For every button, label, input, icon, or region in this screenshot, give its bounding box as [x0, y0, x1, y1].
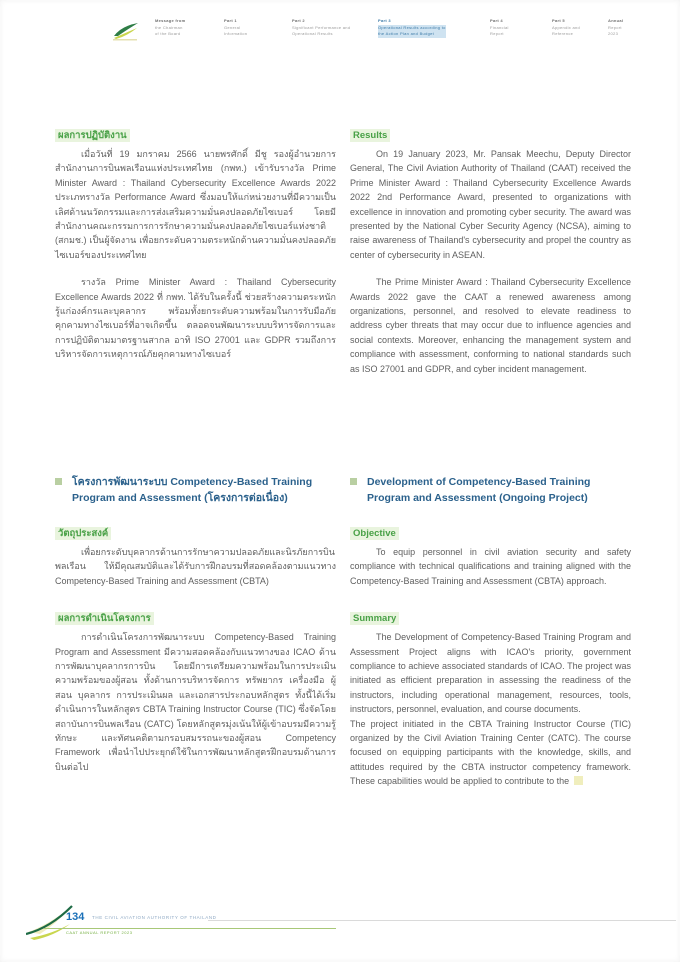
- header-section-part5: [552, 18, 580, 38]
- objective-heading-th: วัตถุประสงค์: [55, 527, 111, 540]
- header-line: Appendix and: [552, 24, 581, 30]
- running-header: [0, 16, 680, 60]
- project-heading-en-text: Development of Competency-Based Training Program and Assessment (Ongoing Project): [367, 476, 591, 504]
- caat-logo-icon: [113, 22, 139, 42]
- header-section-part3-active: [378, 18, 446, 38]
- header-section-part2: [292, 18, 350, 38]
- header-line: Reference: [552, 31, 574, 36]
- footer-green-line: [44, 928, 336, 929]
- summary-paragraph-en-2: [350, 717, 631, 789]
- header-section-message: [155, 18, 186, 38]
- objective-heading-en: Objective: [350, 527, 399, 540]
- header-line: Operational Results: [292, 31, 333, 36]
- results-paragraph-en-2: The Prime Minister Award : Thailand Cybersecurity Excellence Awards 2022 gave the CAAT a renewed awareness among organizations, personnel, and resolved to elevate readiness to address cyber threats that may occur due to influence agencies and social contexts. Moreover, enhancing the management system and compliance with assessment, conforming to national standards such as ISO 27001 and GDPR, and cyber incident management.: [350, 277, 631, 374]
- square-bullet-icon: [350, 478, 357, 485]
- project-heading-en: [350, 474, 617, 506]
- footer-swoosh-icon: [26, 898, 104, 946]
- project-heading-th: [55, 474, 322, 506]
- square-bullet-icon: [55, 478, 62, 485]
- header-line: Information: [224, 31, 248, 36]
- outcome-heading-th: ผลการดำเนินโครงการ: [55, 612, 154, 625]
- header-line: Part 5: [552, 18, 565, 23]
- summary-paragraph-en-2-text: The project initiated in the CBTA Training Instructor Course (TIC) organized by the Civil Aviation Training Center (CATC). The course focused on equipping participants with the knowledge, skills, and attitudes required by the CBTA instructor competency framework. These capabilities would be applied to contribute to the: [350, 718, 631, 787]
- project-heading-th-text: โครงการพัฒนาระบบ Competency-Based Training Program and Assessment (โครงการต่อเนื่อง): [72, 476, 313, 504]
- summary-heading-en: Summary: [350, 612, 399, 625]
- footer-divider-line: [208, 920, 676, 921]
- header-section-part1: [224, 18, 247, 38]
- summary-paragraph-en-1: The Development of Competency-Based Training Program and Assessment Project aligns with ICAO's priority, government compliance to achieve associated standards of ICAO. The project was initiated as efficient preparation in assessing the readiness of the instructors, including operational management, resources, tools, instructors, personnel, evaluation, and course documents.: [350, 632, 631, 715]
- header-line: Report: [490, 31, 504, 36]
- objective-paragraph-en: To equip personnel in civil aviation security and safety compliance with technical qualifications and training aligned with the Competency-Based Training and Assessment (CBTA) approach.: [350, 547, 631, 586]
- header-line: Financial: [490, 24, 509, 30]
- header-section-part4: [490, 18, 509, 38]
- header-line: Annual: [608, 18, 624, 23]
- header-line: the Action Plan and Budget: [378, 31, 446, 38]
- footer-subcaption: CAAT ANNUAL REPORT 2023: [66, 930, 133, 935]
- header-line: General: [224, 24, 241, 30]
- header-line: Operational Results according to: [378, 24, 446, 30]
- header-line: Part 3: [378, 18, 391, 23]
- section-continued-marker-icon: [574, 776, 583, 785]
- header-line: Part 4: [490, 18, 503, 23]
- left-project-section: [55, 468, 336, 774]
- objective-paragraph-th: เพื่อยกระดับบุคลากรด้านการรักษาความปลอดภัยและนิรภัยการบินพลเรือน ให้มีคุณสมบัติและได้รับการฝึกอบรมที่สอดคล้องตามแนวทาง Competency-Based Training and Assessment (CBTA): [55, 547, 336, 586]
- right-results-section: [350, 128, 631, 376]
- right-project-section: [350, 468, 631, 789]
- results-paragraph-th-2: รางวัล Prime Minister Award : Thailand Cybersecurity Excellence Awards 2022 ที่ กพท. ได้รับในครั้งนี้ ช่วยสร้างความตระหนักรู้แก่องค์กรและบุคลากร พร้อมทั้งยกระดับความพร้อมในการรับมือภัยคุกคามทางไซเบอร์ที่อาจเกิดขึ้น ตลอดจนพัฒนาระบบบริหารจัดการและการปฏิบัติตามมาตรฐานสากล อาทิ ISO 27001 และ GDPR รวมถึงการบริหารจัดการเหตุการณ์ภัยคุกคามทางไซเบอร์: [55, 277, 336, 360]
- outcome-paragraph-th: การดำเนินโครงการพัฒนาระบบ Competency-Based Training Program and Assessment มีความสอดคล้องกับแนวทางของ ICAO ด้านการพัฒนาบุคลากรการบิน โดยมีการเตรียมความพร้อมในการประเมินความพร้อมของผู้สอน ทั้งด้านการบริหารจัดการ ทรัพยากร เครื่องมือ ผู้สอน บุคลากร การประเมินผล และเอกสารประกอบหลักสูตร ทั้งนี้ได้เริ่มดำเนินการในหลักสูตร CBTA Training Instructor Course (TIC) ซึ่งจัดโดยสถาบันการบินพลเรือน (CATC) โดยหลักสูตรมุ่งเน้นให้ผู้เข้าอบรมมีความรู้ ทักษะ และทัศนคติตามกรอบสมรรถนะของผู้สอน Competency Framework เพื่อนำไปประยุกต์ใช้ในการพัฒนาหลักสูตรฝึกอบรมด้านการบินต่อไป: [55, 632, 336, 772]
- page-number: 134: [66, 911, 85, 923]
- results-heading-en: Results: [350, 129, 390, 142]
- header-line: Part 1: [224, 18, 237, 23]
- left-results-section: [55, 128, 336, 362]
- header-line: of the Board: [155, 31, 181, 36]
- header-line: the Chairman: [155, 24, 183, 30]
- header-line: 2023: [608, 31, 619, 36]
- header-line: Part 2: [292, 18, 305, 23]
- header-line: Significant Performance and: [292, 24, 351, 30]
- header-section-annual: [608, 18, 623, 38]
- page-footer: [0, 896, 680, 948]
- results-paragraph-th-1: เมื่อวันที่ 19 มกราคม 2566 นายพรศักดิ์ มีชู รองผู้อำนวยการ สำนักงานการบินพลเรือนแห่งประเทศไทย (กพท.) เข้ารับรางวัล Prime Minister Award : Thailand Cybersecurity Excellence Awards 2022 ประเภทรางวัล Performance Award ซึ่งมอบให้แก่หน่วยงานที่มีความเป็นเลิศด้านนวัตกรรมและการส่งเสริมความมั่นคงปลอดภัยไซเบอร์ โดยมีสำนักงานคณะกรรมการการรักษาความมั่นคงปลอดภัยไซเบอร์แห่งชาติ (สกมช.) เป็นผู้จัดงาน เพื่อยกระดับความตระหนักด้านความมั่นคงปลอดภัยไซเบอร์ของประเทศไทย: [55, 149, 336, 260]
- footer-caption: THE CIVIL AVIATION AUTHORITY OF THAILAND: [92, 915, 217, 920]
- results-heading-th: ผลการปฏิบัติงาน: [55, 129, 130, 142]
- header-line: Message from: [155, 18, 186, 23]
- header-line: Report: [608, 24, 622, 30]
- results-paragraph-en-1: On 19 January 2023, Mr. Pansak Meechu, Deputy Director General, The Civil Aviation Authority of Thailand (CAAT) received the Prime Minister Award : Thailand Cybersecurity Excellence Awards 2022 2nd Performance Award, presented to organizations with excellence in innovation and promoting cyber security. The award was presented by the National Cyber Security Agency (NCSA), aiming to raise awareness of Thailand's cybersecurity and propel the country as center of cybersecurity in ASEAN.: [350, 149, 631, 260]
